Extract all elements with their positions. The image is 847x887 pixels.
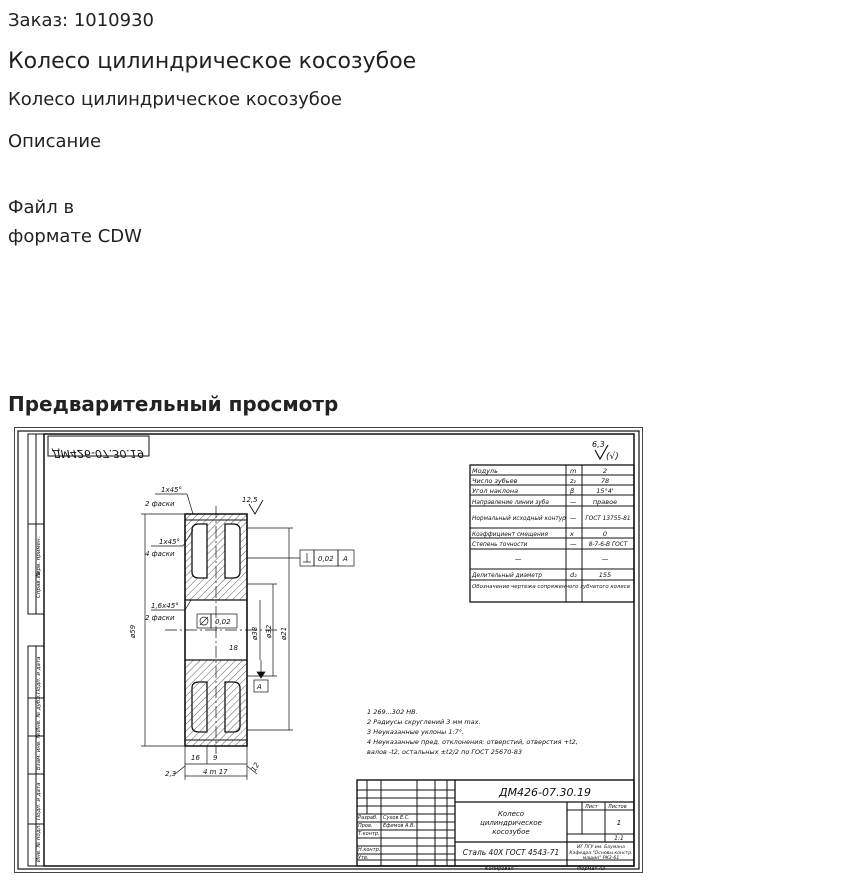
- param-name-9: Обозначение чертежа сопряженного зубчатого колеса: [472, 584, 630, 590]
- stamp-sheets: 1: [616, 819, 622, 827]
- roughness-value: 6,3: [592, 440, 605, 449]
- stamp-org-3: машин" РК3-61: [582, 856, 620, 861]
- stamp-sheet-label: Лист: [585, 804, 598, 810]
- stamp-bottom-1: Копировал: [485, 866, 514, 872]
- file-line-2: формате CDW: [8, 226, 142, 247]
- stamp-role-1: Пров.: [358, 823, 373, 829]
- stamp-name-1: Ефимов А.В.: [383, 823, 416, 829]
- parameters-table: [470, 465, 634, 602]
- technical-notes: [367, 708, 578, 756]
- stamp-role-4: Н.контр.: [358, 847, 381, 853]
- param-val-8: 155: [598, 571, 612, 579]
- stamp-name-line-3: косозубое: [492, 828, 530, 836]
- file-line-1: Файл в: [8, 197, 75, 218]
- chamfer-2: 1х45°: [159, 538, 181, 546]
- chamfer-3-note: 2 фаски: [145, 614, 175, 622]
- param-name-1: Число зубьев: [472, 477, 518, 485]
- dim-18: 18: [229, 644, 238, 652]
- param-val-4: ГОСТ 13755-81: [585, 516, 631, 522]
- note-3: 4 Неуказанные пред. отклонения: отверстий, отверстия +t2,: [367, 738, 578, 746]
- stamp-scale: 1:1: [614, 835, 624, 842]
- note-2: 3 Неуказанные уклоны 1:7°.: [367, 728, 465, 736]
- param-val-6: 8-7-6-В ГОСТ: [588, 542, 628, 548]
- stamp-role-2: Т.контр.: [358, 831, 380, 837]
- file-format-info: [8, 193, 142, 251]
- preview-heading: Предварительный просмотр: [8, 392, 339, 416]
- dim-9: 9: [213, 754, 218, 762]
- param-name-0: Модуль: [472, 467, 498, 475]
- frame-inner: [44, 434, 634, 866]
- param-name-4: Нормальный исходный контур: [472, 516, 566, 522]
- param-name-6: Степень точности: [472, 542, 528, 548]
- dim-width: 4 m 17: [203, 768, 228, 776]
- stamp-name-line-1: Колесо: [497, 810, 525, 818]
- param-sym-4: —: [570, 514, 577, 522]
- stamp-name-line-2: цилиндрическое: [480, 819, 542, 827]
- datum-letter: А: [257, 683, 262, 691]
- side-label-5: Подп. и дата: [36, 782, 42, 820]
- side-label-6: Инв. № подл.: [36, 824, 42, 862]
- chamfer-1-note: 2 фаски: [145, 500, 175, 508]
- param-val-3: правое: [592, 498, 618, 506]
- chamfer-3: 1,6х45°: [151, 602, 179, 610]
- product-title: Колесо цилиндрическое косозубое: [8, 49, 417, 74]
- param-sym-5: x: [570, 530, 574, 538]
- stamp-org-2: Кафедра "Основы констр.: [569, 851, 633, 856]
- param-sym-2: β: [570, 487, 575, 495]
- param-sym-0: m: [570, 467, 577, 475]
- tol-flat: 0,02: [318, 555, 334, 563]
- stamp-name-0: Сухов Е.С.: [383, 815, 410, 821]
- product-subtitle: Колесо цилиндрическое косозубое: [8, 89, 342, 110]
- param-sym-1: z₂: [570, 477, 577, 485]
- side-label-0: Перв. примен.: [36, 536, 42, 578]
- dim-2-3: 2,3: [165, 770, 177, 778]
- frame-outer: [18, 431, 639, 869]
- param-val-5: 0: [602, 530, 608, 538]
- top-code: ДМ426-07.30.19: [51, 447, 145, 460]
- param-name-8: Делительный диаметр: [472, 573, 542, 579]
- param-sym-3: —: [570, 498, 577, 506]
- tol-round: 0,02: [215, 618, 231, 626]
- stamp-code: ДМ426-07.30.19: [498, 786, 592, 799]
- description-label: Описание: [8, 131, 102, 152]
- side-label-4: Взам. инв. №: [36, 732, 42, 770]
- stamp-role-5: Утв.: [358, 855, 369, 861]
- param-val-2: 15°4': [596, 487, 614, 495]
- drawing-preview[interactable]: [14, 427, 643, 873]
- param-name-3: Направление линии зуба: [472, 500, 549, 506]
- param-sym-8: d₂: [570, 571, 577, 579]
- roughness-check: (√): [606, 452, 619, 462]
- dim-12: 12: [249, 761, 262, 773]
- tol-letter: А: [343, 555, 348, 563]
- side-label-1: Справ. №: [36, 571, 42, 598]
- order-number: Заказ: 1010930: [8, 10, 154, 31]
- dim-inner-1: ø38: [251, 626, 259, 640]
- dim-inner-2: ø32: [265, 624, 273, 638]
- dim-hub: ø21: [280, 626, 288, 640]
- param-name-7: —: [515, 555, 522, 563]
- stamp-material: Сталь 40Х ГОСТ 4543-71: [462, 848, 560, 857]
- param-val-7: —: [601, 555, 609, 563]
- chamfer-2-note: 4 фаски: [145, 550, 175, 558]
- dim-16: 16: [191, 754, 200, 762]
- stamp-role-0: Разраб.: [358, 815, 378, 821]
- param-val-1: 78: [600, 477, 610, 485]
- technical-drawing: [15, 428, 642, 872]
- param-name-2: Угол наклона: [472, 487, 519, 495]
- side-label-3: Инв. № дубл.: [36, 694, 42, 732]
- stamp-org-1: ИГ ПГУ им. Баумана: [577, 845, 625, 850]
- dim-outer: ø59: [129, 624, 137, 638]
- side-label-2: Подп. и дата: [36, 656, 42, 694]
- roughness-125: 12,5: [242, 496, 258, 504]
- note-0: 1 269...302 НВ.: [367, 708, 418, 716]
- chamfer-1: 1х45°: [161, 486, 183, 494]
- stamp-bottom-2: Формат А3: [577, 866, 606, 872]
- stamp-sheets-label: Листов: [608, 804, 627, 810]
- side-strip: [28, 434, 44, 866]
- note-1: 2 Радиусы скруглений 3 мм max.: [367, 718, 481, 726]
- param-sym-6: —: [570, 540, 577, 548]
- param-name-5: Коэффициент смещения: [472, 532, 549, 538]
- param-val-0: 2: [602, 467, 608, 475]
- note-4: валов -t2, остальных ±t2/2 по ГОСТ 25670-83: [367, 748, 523, 756]
- title-block: [357, 780, 634, 872]
